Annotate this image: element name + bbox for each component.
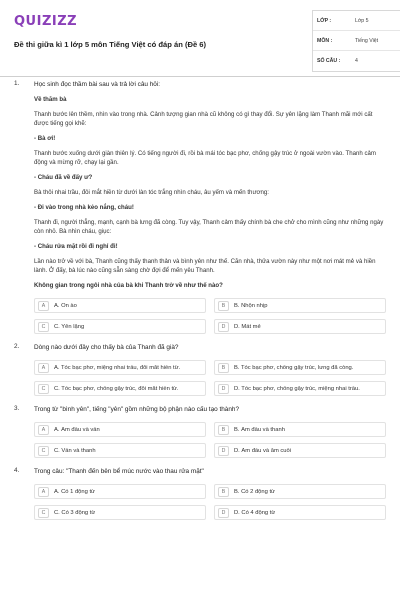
option-letter-badge: D	[218, 446, 229, 456]
info-row-class	[313, 11, 400, 31]
exam-info-box	[312, 10, 400, 72]
passage-paragraph: - Đi vào trong nhà kẻo nắng, cháu!	[34, 204, 134, 211]
page-header	[14, 10, 386, 72]
option-letter-badge: B	[218, 425, 229, 435]
option-text: D. Tóc bạc phơ, chống gậy trúc, miệng nhai trầu.	[234, 385, 360, 392]
passage-paragraph: - Cháu đã về đấy ư?	[34, 174, 93, 181]
option-text: A. Âm đầu và vần	[54, 426, 100, 433]
option-text: A. Tóc bạc phơ, miệng nhai trầu, đôi mắt hiền từ.	[54, 364, 181, 371]
answer-option-d[interactable]	[214, 319, 386, 334]
option-text: D. Có 4 động từ	[234, 509, 276, 516]
option-letter-badge: B	[218, 301, 229, 311]
option-text: B. Có 2 động từ	[234, 488, 275, 495]
answer-option-d[interactable]	[214, 381, 386, 396]
question-1	[14, 80, 386, 334]
option-letter-badge: C	[38, 508, 49, 518]
answer-option-a[interactable]	[34, 360, 206, 375]
question-text: Trong từ "bình yên", tiếng "yên" gồm những bộ phận nào cấu tạo thành?	[34, 406, 239, 413]
option-letter-badge: C	[38, 322, 49, 332]
option-letter-badge: B	[218, 487, 229, 497]
option-text: D. Mát mẻ	[234, 323, 261, 330]
option-letter-badge: D	[218, 322, 229, 332]
passage-paragraph: - Cháu rửa mặt rồi đi nghỉ đi!	[34, 243, 118, 250]
answer-options	[34, 360, 386, 396]
option-letter-badge: C	[38, 446, 49, 456]
question-number: 1.	[14, 80, 20, 87]
answer-option-b[interactable]	[214, 360, 386, 375]
option-text: C. Tóc bạc phơ, chống gậy trúc, đôi mắt hiền từ.	[54, 385, 179, 392]
info-row-subject	[313, 31, 400, 51]
answer-option-b[interactable]	[214, 422, 386, 437]
option-text: C. Yên lặng	[54, 323, 85, 330]
question-2	[14, 343, 386, 396]
info-row-question-count	[313, 51, 400, 71]
question-text: Học sinh đọc thầm bài sau và trả lời câu hỏi:	[34, 81, 161, 88]
option-letter-badge: A	[38, 301, 49, 311]
answer-option-c[interactable]	[34, 381, 206, 396]
option-letter-badge: C	[38, 384, 49, 394]
answer-option-d[interactable]	[214, 443, 386, 458]
info-label: MÔN :	[317, 37, 333, 44]
option-letter-badge: A	[38, 425, 49, 435]
answer-option-c[interactable]	[34, 319, 206, 334]
option-letter-badge: A	[38, 363, 49, 373]
info-value: Lớp 5	[355, 17, 369, 24]
question-number: 4.	[14, 467, 20, 474]
option-letter-badge: D	[218, 384, 229, 394]
question-4	[14, 467, 386, 520]
question-number: 2.	[14, 343, 20, 350]
passage-paragraph: Thanh bước lên thềm, nhìn vào trong nhà. Cảnh tượng gian nhà cũ không có gì thay đổi. Sự yên lặng làm Thanh mãi mới cất được tiếng gọi khẽ:	[34, 111, 373, 127]
info-value: Tiếng Việt	[355, 37, 379, 44]
question-text: Trong câu: "Thanh đến bên bể múc nước vào thau rửa mặt"	[34, 468, 204, 475]
answer-option-a[interactable]	[34, 422, 206, 437]
option-text: C. Có 3 động từ	[54, 509, 96, 516]
passage-title: Về thăm bà	[34, 96, 67, 103]
answer-option-a[interactable]	[34, 298, 206, 313]
answer-options	[34, 484, 386, 520]
option-text: D. Âm đầu và âm cuối	[234, 447, 292, 454]
info-label: SỐ CÂU :	[317, 58, 341, 64]
option-letter-badge: A	[38, 487, 49, 497]
passage-paragraph: - Bà ơi!	[34, 135, 56, 142]
info-value: 4	[355, 58, 358, 64]
option-text: C. Vần và thanh	[54, 447, 96, 454]
question-3	[14, 405, 386, 458]
answer-options	[34, 422, 386, 458]
option-letter-badge: B	[218, 363, 229, 373]
answer-option-b[interactable]	[214, 298, 386, 313]
answer-option-a[interactable]	[34, 484, 206, 499]
exam-title: Đề thi giữa kì 1 lớp 5 môn Tiếng Việt có đáp án (Đề 6)	[14, 40, 207, 49]
option-text: A. Ồn ào	[54, 302, 77, 309]
question-text: Dòng nào dưới đây cho thấy bà của Thanh đã già?	[34, 344, 179, 351]
answer-option-c[interactable]	[34, 505, 206, 520]
reading-passage	[34, 95, 386, 290]
quizizz-logo: QUIZIZZ	[14, 14, 78, 29]
answer-option-c[interactable]	[34, 443, 206, 458]
answer-options	[34, 298, 386, 334]
answer-option-d[interactable]	[214, 505, 386, 520]
option-text: B. Âm đầu và thanh	[234, 426, 285, 433]
passage-paragraph: Lần nào trở về với bà, Thanh cũng thấy thanh thản và bình yên như thế. Căn nhà, thửa vườn này như một nơi mát mẻ và hiền lành. Ở đấy, bà lúc nào cũng sẵn sàng chờ đợi để mến yêu Thanh.	[34, 258, 376, 274]
info-label: LỚP :	[317, 17, 332, 24]
header-divider	[0, 76, 400, 77]
passage-paragraph: Bà thôi nhai trầu, đôi mắt hiền từ dưới làn tóc trắng nhìn cháu, âu yếm và mến thương:	[34, 189, 269, 196]
option-text: B. Nhộn nhịp	[234, 302, 268, 309]
option-letter-badge: D	[218, 508, 229, 518]
answer-option-b[interactable]	[214, 484, 386, 499]
question-number: 3.	[14, 405, 20, 412]
question-list	[14, 80, 386, 520]
passage-paragraph: Thanh bước xuống dưới giàn thiên lý. Có tiếng người đi, rồi bà mái tóc bạc phơ, chống gậy trúc ở ngoài vườn vào. Thanh cảm động và mừng rỡ, chạy lại gần.	[34, 150, 377, 166]
passage-paragraph: Thanh đi, người thẳng, mạnh, cạnh bà lưng đã còng. Tuy vậy, Thanh cảm thấy chính bà che chở cho mình cũng như những ngày còn nhỏ. Bà nhìn cháu, giục:	[34, 219, 384, 235]
option-text: B. Tóc bạc phơ, chống gậy trúc, lưng đã còng.	[234, 364, 354, 371]
sub-question-text: Không gian trong ngôi nhà của bà khi Thanh trở về như thế nào?	[34, 282, 223, 289]
option-text: A. Có 1 động từ	[54, 488, 95, 495]
